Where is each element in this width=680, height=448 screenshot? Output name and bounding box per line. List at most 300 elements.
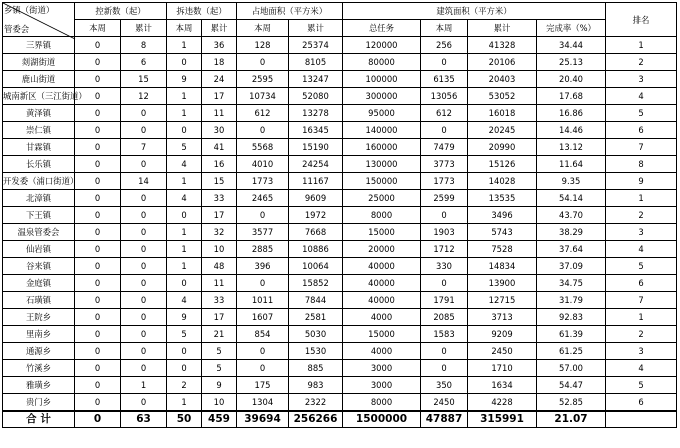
corner-header-bottom: 管委会 (4, 24, 30, 34)
value-cell: 2 (167, 377, 202, 394)
value-cell: 330 (421, 258, 468, 275)
rank-cell: 7 (606, 292, 677, 309)
value-cell: 17 (202, 88, 237, 105)
value-cell: 1 (167, 241, 202, 258)
value-cell: 7 (121, 139, 167, 156)
value-cell: 1 (121, 377, 167, 394)
value-cell: 612 (421, 105, 468, 122)
sub-header: 完成率（%） (537, 20, 606, 37)
value-cell: 0 (237, 54, 289, 71)
value-cell: 0 (421, 343, 468, 360)
town-name-cell: 城南新区（三江街道） (3, 88, 75, 105)
rank-cell: 6 (606, 394, 677, 411)
value-cell: 0 (237, 275, 289, 292)
sub-header: 累计 (289, 20, 343, 37)
value-cell: 2581 (289, 309, 343, 326)
value-cell: 8000 (343, 207, 421, 224)
town-name-cell: 崇仁镇 (3, 122, 75, 139)
rank-cell: 6 (606, 275, 677, 292)
value-cell: 10 (202, 241, 237, 258)
value-cell: 80000 (343, 54, 421, 71)
value-cell: 5 (167, 326, 202, 343)
total-cell: 459 (202, 411, 237, 428)
town-name-cell: 贵门乡 (3, 394, 75, 411)
value-cell: 30 (202, 122, 237, 139)
value-cell: 1 (167, 224, 202, 241)
value-cell: 854 (237, 326, 289, 343)
town-name-cell: 谷来镇 (3, 258, 75, 275)
town-name-cell: 通源乡 (3, 343, 75, 360)
value-cell: 0 (121, 224, 167, 241)
value-cell: 6135 (421, 71, 468, 88)
value-cell: 0 (237, 207, 289, 224)
value-cell: 11 (202, 275, 237, 292)
value-cell: 1972 (289, 207, 343, 224)
table-row (3, 360, 677, 377)
value-cell: 0 (121, 190, 167, 207)
value-cell: 5 (202, 343, 237, 360)
value-cell: 61.39 (537, 326, 606, 343)
value-cell: 11.64 (537, 156, 606, 173)
value-cell: 0 (237, 122, 289, 139)
value-cell: 10886 (289, 241, 343, 258)
value-cell: 9.35 (537, 173, 606, 190)
value-cell: 175 (237, 377, 289, 394)
value-cell: 2450 (468, 343, 537, 360)
rank-cell: 2 (606, 54, 677, 71)
value-cell: 5 (167, 139, 202, 156)
rank-cell: 2 (606, 326, 677, 343)
town-name-cell: 甘霖镇 (3, 139, 75, 156)
value-cell: 20245 (468, 122, 537, 139)
value-cell: 36 (202, 37, 237, 54)
value-cell: 20.40 (537, 71, 606, 88)
value-cell: 3000 (343, 360, 421, 377)
rank-cell: 4 (606, 241, 677, 258)
rank-cell: 6 (606, 122, 677, 139)
table-row (3, 343, 677, 360)
value-cell: 0 (75, 326, 121, 343)
value-cell: 95000 (343, 105, 421, 122)
value-cell: 32 (202, 224, 237, 241)
group-header: 占地面积（平方米） (237, 3, 343, 20)
value-cell: 4 (167, 156, 202, 173)
table-row (3, 139, 677, 156)
rank-cell: 7 (606, 139, 677, 156)
value-cell: 54.14 (537, 190, 606, 207)
sub-header: 累计 (121, 20, 167, 37)
value-cell: 1 (167, 37, 202, 54)
table-row (3, 173, 677, 190)
sub-header: 本周 (237, 20, 289, 37)
value-cell: 0 (75, 88, 121, 105)
value-cell: 0 (167, 343, 202, 360)
value-cell: 4228 (468, 394, 537, 411)
value-cell: 1304 (237, 394, 289, 411)
value-cell: 43.70 (537, 207, 606, 224)
town-name-cell: 仙岩镇 (3, 241, 75, 258)
sub-header: 累计 (468, 20, 537, 37)
value-cell: 7479 (421, 139, 468, 156)
value-cell: 9209 (468, 326, 537, 343)
value-cell: 5030 (289, 326, 343, 343)
value-cell: 350 (421, 377, 468, 394)
value-cell: 0 (121, 326, 167, 343)
value-cell: 12715 (468, 292, 537, 309)
value-cell: 0 (75, 377, 121, 394)
value-cell: 9 (167, 71, 202, 88)
value-cell: 1 (167, 88, 202, 105)
sub-header: 总任务 (343, 20, 421, 37)
town-name-cell: 黄泽镇 (3, 105, 75, 122)
value-cell: 41328 (468, 37, 537, 54)
value-cell: 5568 (237, 139, 289, 156)
value-cell: 983 (289, 377, 343, 394)
value-cell: 1903 (421, 224, 468, 241)
corner-header-cell (3, 3, 75, 37)
value-cell: 0 (421, 54, 468, 71)
total-cell: 256266 (289, 411, 343, 428)
rank-cell: 1 (606, 37, 677, 54)
value-cell: 20990 (468, 139, 537, 156)
value-cell: 21 (202, 326, 237, 343)
value-cell: 33 (202, 292, 237, 309)
town-name-cell: 开发委（浦口街道） (3, 173, 75, 190)
sub-header: 累计 (202, 20, 237, 37)
value-cell: 7528 (468, 241, 537, 258)
value-cell: 25374 (289, 37, 343, 54)
value-cell: 0 (121, 394, 167, 411)
value-cell: 160000 (343, 139, 421, 156)
table-row (3, 190, 677, 207)
value-cell: 25000 (343, 190, 421, 207)
value-cell: 140000 (343, 122, 421, 139)
value-cell: 8105 (289, 54, 343, 71)
table-row (3, 241, 677, 258)
value-cell: 0 (121, 241, 167, 258)
value-cell: 2450 (421, 394, 468, 411)
value-cell: 17 (202, 309, 237, 326)
value-cell: 13535 (468, 190, 537, 207)
rank-cell: 4 (606, 360, 677, 377)
total-cell: 47887 (421, 411, 468, 428)
rank-cell: 3 (606, 343, 677, 360)
total-cell: 315991 (468, 411, 537, 428)
value-cell: 34.44 (537, 37, 606, 54)
value-cell: 0 (237, 360, 289, 377)
rank-cell: 9 (606, 173, 677, 190)
value-cell: 40000 (343, 292, 421, 309)
value-cell: 8000 (343, 394, 421, 411)
town-name-cell: 金庭镇 (3, 275, 75, 292)
value-cell: 0 (75, 190, 121, 207)
value-cell: 15190 (289, 139, 343, 156)
total-cell: 63 (121, 411, 167, 428)
value-cell: 0 (421, 360, 468, 377)
value-cell: 0 (121, 309, 167, 326)
value-cell: 11167 (289, 173, 343, 190)
value-cell: 1710 (468, 360, 537, 377)
town-name-cell: 里南乡 (3, 326, 75, 343)
value-cell: 0 (167, 122, 202, 139)
value-cell: 5743 (468, 224, 537, 241)
value-cell: 40000 (343, 275, 421, 292)
value-cell: 1 (167, 258, 202, 275)
value-cell: 0 (75, 292, 121, 309)
value-cell: 0 (75, 54, 121, 71)
rank-header: 排名 (606, 3, 677, 37)
value-cell: 7844 (289, 292, 343, 309)
value-cell: 2599 (421, 190, 468, 207)
value-cell: 16345 (289, 122, 343, 139)
value-cell: 0 (121, 156, 167, 173)
value-cell: 53052 (468, 88, 537, 105)
value-cell: 1773 (421, 173, 468, 190)
value-cell: 48 (202, 258, 237, 275)
value-cell: 14.46 (537, 122, 606, 139)
town-name-cell: 下王镇 (3, 207, 75, 224)
value-cell: 150000 (343, 173, 421, 190)
rank-cell: 5 (606, 258, 677, 275)
town-name-cell: 石璜镇 (3, 292, 75, 309)
value-cell: 33 (202, 190, 237, 207)
value-cell: 52080 (289, 88, 343, 105)
table-row (3, 292, 677, 309)
value-cell: 1607 (237, 309, 289, 326)
town-name-cell: 温泉管委会 (3, 224, 75, 241)
total-cell (606, 411, 677, 428)
value-cell: 2595 (237, 71, 289, 88)
value-cell: 0 (121, 258, 167, 275)
value-cell: 0 (167, 275, 202, 292)
value-cell: 612 (237, 105, 289, 122)
value-cell: 1 (167, 105, 202, 122)
value-cell: 1712 (421, 241, 468, 258)
sub-header: 本周 (75, 20, 121, 37)
value-cell: 37.64 (537, 241, 606, 258)
value-cell: 15852 (289, 275, 343, 292)
value-cell: 0 (121, 292, 167, 309)
value-cell: 38.29 (537, 224, 606, 241)
town-name-cell: 北漳镇 (3, 190, 75, 207)
value-cell: 120000 (343, 37, 421, 54)
value-cell: 885 (289, 360, 343, 377)
value-cell: 9 (202, 377, 237, 394)
value-cell: 14834 (468, 258, 537, 275)
rank-cell: 4 (606, 88, 677, 105)
rank-cell: 5 (606, 105, 677, 122)
sub-header: 本周 (421, 20, 468, 37)
value-cell: 396 (237, 258, 289, 275)
value-cell: 128 (237, 37, 289, 54)
value-cell: 0 (75, 309, 121, 326)
value-cell: 13278 (289, 105, 343, 122)
value-cell: 4000 (343, 309, 421, 326)
table-row (3, 309, 677, 326)
value-cell: 41 (202, 139, 237, 156)
value-cell: 0 (121, 122, 167, 139)
value-cell: 2322 (289, 394, 343, 411)
table-row (3, 275, 677, 292)
value-cell: 15 (202, 173, 237, 190)
value-cell: 4010 (237, 156, 289, 173)
value-cell: 0 (421, 207, 468, 224)
value-cell: 24 (202, 71, 237, 88)
rank-cell: 8 (606, 156, 677, 173)
rank-cell: 3 (606, 71, 677, 88)
town-name-cell: 三界镇 (3, 37, 75, 54)
value-cell: 0 (75, 258, 121, 275)
total-label: 合 计 (3, 411, 75, 428)
value-cell: 0 (421, 122, 468, 139)
value-cell: 13.12 (537, 139, 606, 156)
value-cell: 13056 (421, 88, 468, 105)
town-name-cell: 雅璜乡 (3, 377, 75, 394)
table-row (3, 207, 677, 224)
value-cell: 0 (75, 156, 121, 173)
value-cell: 0 (167, 360, 202, 377)
value-cell: 0 (75, 360, 121, 377)
value-cell: 14028 (468, 173, 537, 190)
value-cell: 0 (75, 173, 121, 190)
corner-header-top: 乡镇（街道） (4, 5, 55, 15)
table-row (3, 156, 677, 173)
value-cell: 3496 (468, 207, 537, 224)
statistics-sheet (2, 2, 677, 428)
value-cell: 0 (75, 105, 121, 122)
value-cell: 18 (202, 54, 237, 71)
value-cell: 3713 (468, 309, 537, 326)
value-cell: 0 (421, 275, 468, 292)
value-cell: 17.68 (537, 88, 606, 105)
rank-cell: 5 (606, 377, 677, 394)
value-cell: 15000 (343, 326, 421, 343)
value-cell: 2885 (237, 241, 289, 258)
table-row (3, 377, 677, 394)
value-cell: 0 (75, 343, 121, 360)
value-cell: 0 (167, 207, 202, 224)
value-cell: 15 (121, 71, 167, 88)
value-cell: 300000 (343, 88, 421, 105)
total-cell: 1500000 (343, 411, 421, 428)
value-cell: 3000 (343, 377, 421, 394)
value-cell: 100000 (343, 71, 421, 88)
value-cell: 40000 (343, 258, 421, 275)
value-cell: 6 (121, 54, 167, 71)
value-cell: 0 (75, 207, 121, 224)
town-name-cell: 竹溪乡 (3, 360, 75, 377)
value-cell: 13247 (289, 71, 343, 88)
total-cell: 39694 (237, 411, 289, 428)
value-cell: 4 (167, 292, 202, 309)
value-cell: 0 (121, 105, 167, 122)
rank-cell: 1 (606, 190, 677, 207)
value-cell: 61.25 (537, 343, 606, 360)
value-cell: 10064 (289, 258, 343, 275)
total-cell: 21.07 (537, 411, 606, 428)
value-cell: 9 (167, 309, 202, 326)
value-cell: 0 (167, 54, 202, 71)
value-cell: 256 (421, 37, 468, 54)
value-cell: 0 (75, 275, 121, 292)
value-cell: 4 (167, 190, 202, 207)
header-row-groups (3, 3, 677, 20)
table-row (3, 326, 677, 343)
value-cell: 34.75 (537, 275, 606, 292)
value-cell: 0 (75, 122, 121, 139)
value-cell: 54.47 (537, 377, 606, 394)
value-cell: 14 (121, 173, 167, 190)
value-cell: 37.09 (537, 258, 606, 275)
town-name-cell: 鹿山街道 (3, 71, 75, 88)
value-cell: 1583 (421, 326, 468, 343)
rank-cell: 3 (606, 224, 677, 241)
table-row (3, 224, 677, 241)
value-cell: 20000 (343, 241, 421, 258)
value-cell: 20106 (468, 54, 537, 71)
value-cell: 1530 (289, 343, 343, 360)
table-row (3, 122, 677, 139)
value-cell: 8 (121, 37, 167, 54)
value-cell: 3577 (237, 224, 289, 241)
value-cell: 17 (202, 207, 237, 224)
value-cell: 31.79 (537, 292, 606, 309)
value-cell: 9609 (289, 190, 343, 207)
sub-header: 本周 (167, 20, 202, 37)
header-row-sub (3, 20, 677, 37)
total-cell: 0 (75, 411, 121, 428)
value-cell: 10 (202, 394, 237, 411)
value-cell: 24254 (289, 156, 343, 173)
value-cell: 15126 (468, 156, 537, 173)
value-cell: 0 (121, 275, 167, 292)
rank-cell: 1 (606, 309, 677, 326)
rank-cell: 2 (606, 207, 677, 224)
value-cell: 3773 (421, 156, 468, 173)
value-cell: 1773 (237, 173, 289, 190)
table-row (3, 71, 677, 88)
value-cell: 4000 (343, 343, 421, 360)
value-cell: 0 (75, 394, 121, 411)
value-cell: 1634 (468, 377, 537, 394)
value-cell: 2085 (421, 309, 468, 326)
value-cell: 1791 (421, 292, 468, 309)
value-cell: 92.83 (537, 309, 606, 326)
total-cell: 50 (167, 411, 202, 428)
table-row (3, 105, 677, 122)
town-name-cell: 剡湖街道 (3, 54, 75, 71)
demolition-statistics-table (2, 2, 677, 428)
value-cell: 13900 (468, 275, 537, 292)
table-row (3, 37, 677, 54)
value-cell: 16.86 (537, 105, 606, 122)
town-name-cell: 王院乡 (3, 309, 75, 326)
value-cell: 1 (167, 173, 202, 190)
table-row (3, 258, 677, 275)
value-cell: 12 (121, 88, 167, 105)
group-header: 拆违数（起） (167, 3, 237, 20)
value-cell: 0 (121, 343, 167, 360)
value-cell: 0 (121, 360, 167, 377)
value-cell: 7668 (289, 224, 343, 241)
value-cell: 16 (202, 156, 237, 173)
value-cell: 20403 (468, 71, 537, 88)
value-cell: 2465 (237, 190, 289, 207)
town-name-cell: 长乐镇 (3, 156, 75, 173)
value-cell: 1011 (237, 292, 289, 309)
value-cell: 25.13 (537, 54, 606, 71)
value-cell: 1 (167, 394, 202, 411)
